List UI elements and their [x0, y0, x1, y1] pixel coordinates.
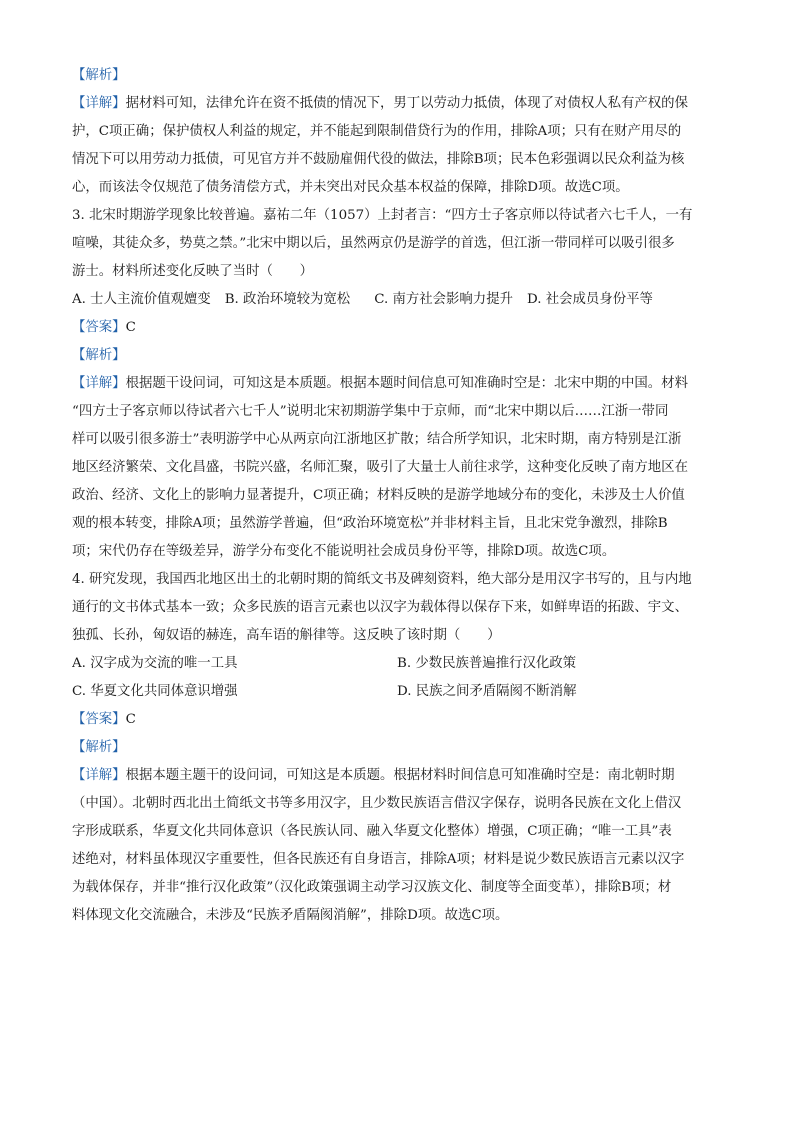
detail-line: 情况下可以用劳动力抵债，可见官方并不鼓励雇佣代役的做法，排除B项；民本色彩强调以民众利益为核	[72, 152, 685, 167]
detail-line: 字形成联系，华夏文化共同体意识（各民族认同、融入华夏文化整体）增强，C项正确；“唯一工具”表	[72, 824, 672, 839]
detail-line: 项；宋代仍存在等级差异，游学分布变化不能说明社会成员身份平等，排除D项。故选C项。	[72, 544, 616, 559]
detail-line: 观的根本转变，排除A项；虽然游学普遍，但“政治环境宽松”并非材料主旨，且北宋党争激烈，排除B	[72, 516, 668, 531]
question-3-stem: 3. 北宋时期游学现象比较普遍。嘉祐二年（1057）上封者言：“四方士子客京师以待试者六七千人，一有	[72, 208, 693, 223]
option-b: B. 政治环境较为宽松	[224, 292, 351, 307]
answer-value: C	[125, 320, 136, 335]
question-3-stem: 游士。材料所述变化反映了当时（ ）	[72, 264, 314, 279]
question-4-stem: 通行的文书体式基本一致；众多民族的语言元素也以汉字为载体得以保存下来，如鲜卑语的拓跋、宇文、	[72, 600, 688, 615]
detail-line: （中国）。北朝时西北出土简纸文书等多用汉字，且少数民族语言借汉字保存，说明各民族在文化上借汉	[72, 796, 682, 811]
analysis-heading-3: 【解析】	[72, 740, 126, 755]
option-c: C. 华夏文化共同体意识增强	[72, 684, 238, 699]
answer-line: 【答案】C	[72, 320, 136, 335]
answer-value: C	[125, 712, 136, 727]
question-4-options-row-2	[72, 678, 722, 706]
detail-line: 【详解】据材料可知，法律允许在资不抵债的情况下，男丁以劳动力抵债，体现了对债权人私有产权的保	[72, 96, 688, 111]
option-d: D. 社会成员身份平等	[526, 292, 653, 307]
question-3-stem: 喧噪，其徒众多，势莫之禁。”北宋中期以后，虽然两京仍是游学的首选，但江浙一带同样可以吸引很多	[72, 236, 675, 251]
detail-line: 样可以吸引很多游士”表明游学中心从两京向江浙地区扩散；结合所学知识，北宋时期，南方特别是江浙	[72, 432, 682, 447]
detail-line: 述绝对，材料虽体现汉字重要性，但各民族还有自身语言，排除A项；材料是说少数民族语言元素以汉字	[72, 852, 685, 867]
question-4-stem: 4. 研究发现，我国西北地区出土的北朝时期的简纸文书及碑刻资料，绝大部分是用汉字书写的，且与内地	[72, 572, 692, 587]
option-a: A. 士人主流价值观嬗变	[72, 292, 211, 307]
option-b: B. 少数民族普遍推行汉化政策	[397, 656, 577, 671]
analysis-heading-2: 【解析】	[72, 348, 126, 363]
detail-line: “四方士子客京师以待试者六七千人”说明北宋初期游学集中于京师，而“北宋中期以后……江浙一带同	[72, 404, 669, 419]
option-a: A. 汉字成为交流的唯一工具	[72, 656, 238, 671]
detail-line: 地区经济繁荣、文化昌盛，书院兴盛，名师汇聚，吸引了大量士人前往求学，这种变化反映了南方地区在	[72, 460, 688, 475]
question-4-options-row-1	[72, 650, 722, 678]
detail-line: 心，而该法令仅规范了债务清偿方式，并未突出对民众基本权益的保障，排除D项。故选C项。	[72, 180, 629, 195]
question-4-stem: 独孤、长孙，匈奴语的赫连，高车语的斛律等。这反映了该时期（ ）	[72, 628, 501, 643]
detail-line: 料体现文化交流融合，未涉及“民族矛盾隔阂消解”，排除D项。故选C项。	[72, 908, 509, 923]
detail-line: 政治、经济、文化上的影响力显著提升，C项正确；材料反映的是游学地域分布的变化，未涉及士人价值	[72, 488, 685, 503]
detail-line: 【详解】根据本题主题干的设问词，可知这是本质题。根据材料时间信息可知准确时空是：南北朝时期	[72, 768, 675, 783]
detail-line: 【详解】根据题干设问词，可知这是本质题。根据本题时间信息可知准确时空是：北宋中期的中国。材料	[72, 376, 688, 391]
option-d: D. 民族之间矛盾隔阂不断消解	[397, 684, 577, 699]
document-page	[72, 62, 722, 930]
question-3-options	[72, 286, 722, 314]
detail-tag: 【详解】	[72, 96, 126, 111]
detail-line: 护，C项正确；保护债权人利益的规定，并不能起到限制借贷行为的作用，排除A项；只有在财产用尽的	[72, 124, 682, 139]
detail-line: 为载体保存，并非“推行汉化政策”（汉化政策强调主动学习汉族文化、制度等全面变革），排除B项；材	[72, 880, 672, 895]
option-c: C. 南方社会影响力提升	[374, 292, 513, 307]
analysis-heading-1: 【解析】	[72, 68, 126, 83]
answer-line: 【答案】C	[72, 712, 136, 727]
